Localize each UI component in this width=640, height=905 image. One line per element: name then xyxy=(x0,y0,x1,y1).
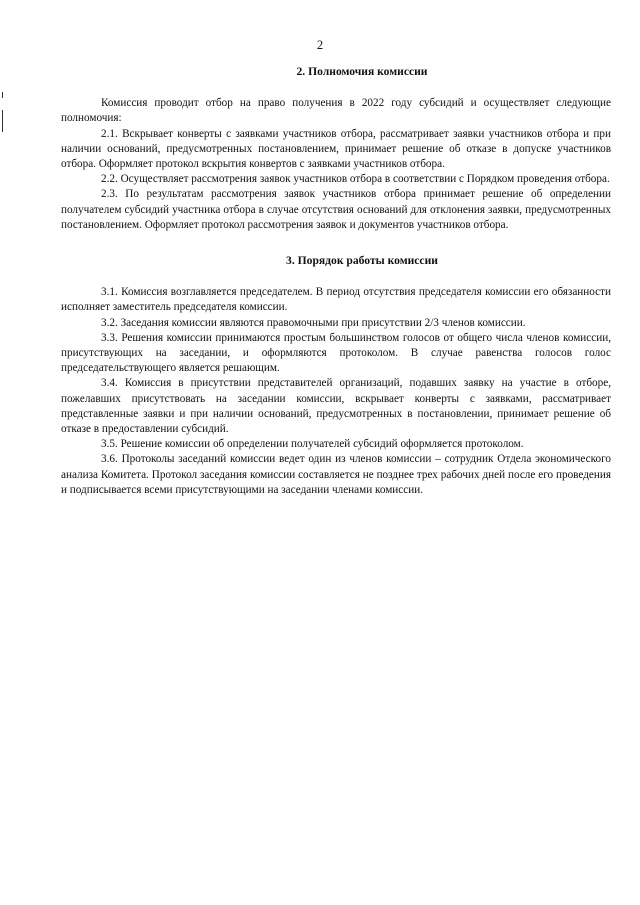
margin-mark xyxy=(2,92,3,98)
paragraph: 3.1. Комиссия возглавляется председателем. В период отсутствия председателя комиссии его обязанности исполняет заместитель председателя комиссии. xyxy=(61,286,611,314)
section-procedure xyxy=(61,253,611,498)
paragraph: 3.5. Решение комиссии об определении получателей субсидий оформляется протоколом. xyxy=(101,438,524,451)
paragraph: 2.2. Осуществляет рассмотрения заявок участников отбора в соответствии с Порядком проведения отбора. xyxy=(101,173,610,186)
paragraph: 3.6. Протоколы заседаний комиссии ведет один из членов комиссии – сотрудник Отдела экономического анализа Комитета. Протокол заседания комиссии составляется не позднее трех рабочих дней после его проведения и подписывается всеми присутствующими на заседании членами комиссии. xyxy=(61,453,611,496)
paragraph: 3.2. Заседания комиссии являются правомочными при присутствии 2/3 членов комиссии. xyxy=(101,316,526,329)
document-body xyxy=(61,64,611,518)
margin-mark xyxy=(2,110,3,132)
page-number: 2 xyxy=(316,38,324,52)
paragraph: 3.3. Решения комиссии принимаются простым большинством голосов от общего числа членов комиссии, присутствующих на заседании, и оформляются протоколом. В случае равенства голосов голос председательствующего является решающим. xyxy=(61,331,611,375)
paragraph: Комиссия проводит отбор на право получения в 2022 году субсидий и осуществляет следующие полномочия: xyxy=(61,97,611,125)
paragraph: 2.1. Вскрывает конверты с заявками участников отбора, рассматривает заявки участников отбора и при наличии оснований, предусмотренных постановлением, принимает решение об отказе в допуске участников отбора. Оформляет протокол вскрытия конвертов с заявками участников отбора. xyxy=(61,127,611,171)
section-powers xyxy=(61,64,611,233)
section-heading: 2. Полномочия комиссии xyxy=(296,65,428,78)
paragraph: 3.4. Комиссия в присутствии представителей организаций, подавших заявку на участие в отборе, пожелавших присутствовать на заседании комиссии, вскрывает конверты с заявками, рассматривает представленные заявки и при наличии оснований, предусмотренных в постановлении, принимает решение об отказе в предоставлении субсидий. xyxy=(61,377,611,436)
section-heading: 3. Порядок работы комиссии xyxy=(286,254,438,268)
paragraph: 2.3. По результатам рассмотрения заявок участников отбора принимает решение об определении получателем субсидий участника отбора в случае отсутствия оснований для отклонения заявки, предусмотренных постановлением. Оформляет протокол рассмотрения заявок и документов участников отбора. xyxy=(61,188,611,231)
